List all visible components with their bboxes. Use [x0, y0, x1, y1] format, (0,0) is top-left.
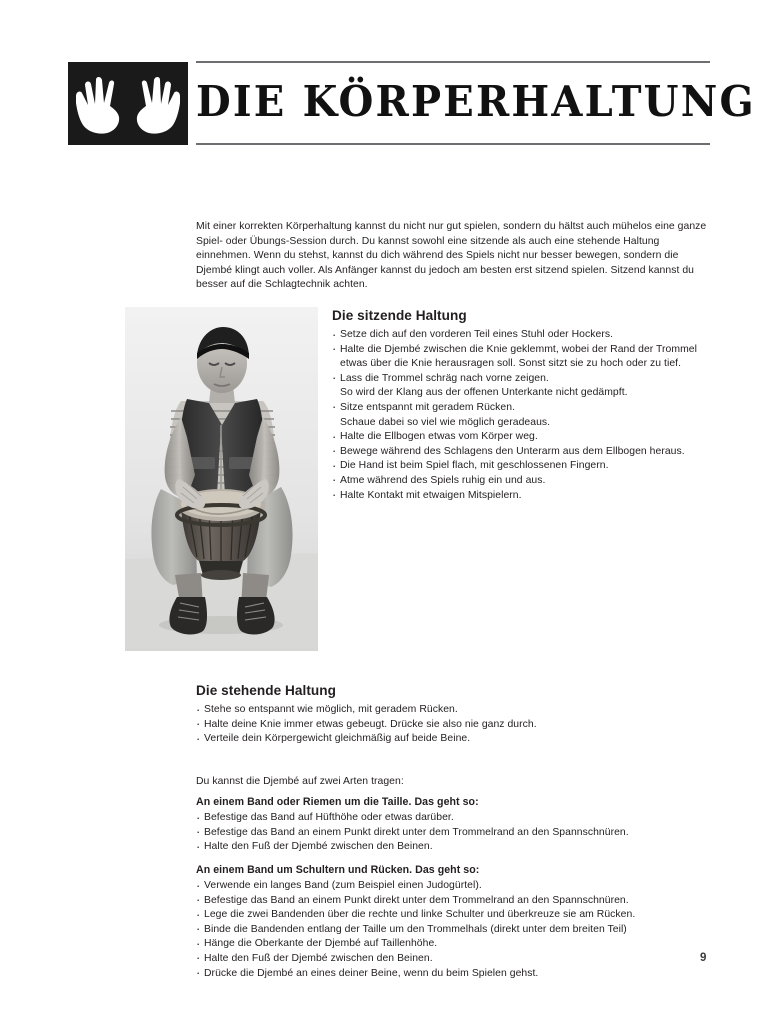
page-header — [0, 0, 769, 170]
list-item — [196, 952, 696, 967]
shoulder-strap-list — [196, 879, 696, 981]
list-item — [196, 923, 696, 938]
list-item — [196, 840, 686, 855]
list-item — [196, 879, 696, 894]
list-item-text: Befestige das Band auf Hüfthöhe oder etwas darüber. — [204, 812, 454, 823]
intro-paragraph — [196, 220, 712, 293]
list-item — [196, 894, 696, 909]
waist-strap-list — [196, 811, 686, 855]
list-item — [332, 401, 714, 430]
list-item — [196, 826, 686, 841]
list-item-text: Halte den Fuß der Djembé zwischen den Beinen. — [204, 952, 433, 964]
list-item-text: Setze dich auf den vorderen Teil eines Stuhl oder Hockers. — [340, 329, 614, 340]
carry-intro-text: Du kannst die Djembé auf zwei Arten tragen: — [196, 776, 404, 787]
standing-section-heading: Die stehende Haltung — [196, 683, 336, 698]
list-item-text: Verwende ein langes Band (zum Beispiel einen Judogürtel). — [204, 880, 482, 891]
list-item-text: Sitze entspannt mit geradem Rücken. — [340, 401, 516, 413]
list-item — [332, 489, 714, 504]
list-item — [196, 937, 696, 952]
shoulder-strap-heading: An einem Band um Schultern und Rücken. Das geht so: — [196, 864, 480, 876]
list-item — [196, 967, 696, 982]
seated-posture-list — [332, 328, 714, 503]
standing-posture-list — [196, 703, 666, 747]
seated-bullet-list — [332, 328, 714, 503]
list-item-continuation: Schaue dabei so viel wie möglich geradeaus. — [340, 416, 551, 428]
list-item-text: Atme während des Spiels ruhig ein und aus. — [340, 474, 546, 486]
carry-intro-paragraph — [196, 775, 666, 790]
list-item — [196, 703, 666, 718]
list-item-text: Halte die Djembé zwischen die Knie geklemmt, wobei der Rand der Trommel etwas über die Knie herausragen soll. Sonst sitzt sie zu hoch oder zu tief. — [340, 343, 697, 370]
list-item — [332, 372, 714, 401]
page-number: 9 — [700, 952, 707, 964]
header-rule-bottom — [196, 143, 710, 145]
list-item-text: Lass die Trommel schräg nach vorne zeigen. — [340, 372, 549, 384]
two-hands-icon — [68, 62, 188, 145]
list-item — [332, 459, 714, 474]
list-item-text: Verteile dein Körpergewicht gleichmäßig auf beide Beine. — [204, 733, 471, 745]
list-item — [196, 908, 696, 923]
waist-bullet-list — [196, 811, 686, 855]
list-item-text: Die Hand ist beim Spiel flach, mit geschlossenen Fingern. — [340, 460, 609, 472]
list-item-text: Halte deine Knie immer etwas gebeugt. Drücke sie also nie ganz durch. — [204, 718, 537, 730]
list-item — [332, 474, 714, 489]
standing-bullet-list — [196, 703, 666, 747]
list-item-text: Befestige das Band an einem Punkt direkt unter dem Trommelrand an den Spannschnüren. — [204, 894, 629, 906]
list-item — [196, 811, 686, 826]
list-item — [332, 445, 714, 460]
list-item-text: Drücke die Djembé an eines deiner Beine, wenn du beim Spielen gehst. — [204, 967, 539, 979]
list-item-continuation: So wird der Klang aus der offenen Unterkante nicht gedämpft. — [340, 387, 628, 399]
list-item-text: Halte Kontakt mit etwaigen Mitspielern. — [340, 489, 522, 501]
list-item — [196, 718, 666, 733]
page-title: DIE KÖRPERHALTUNG — [196, 76, 756, 127]
seated-posture-photo — [125, 307, 318, 651]
list-item — [332, 328, 714, 343]
list-item — [196, 732, 666, 747]
list-item-text: Lege die zwei Bandenden über die rechte und linke Schulter und überkreuze sie am Rücken. — [204, 909, 636, 921]
waist-strap-heading: An einem Band oder Riemen um die Taille. Das geht so: — [196, 796, 479, 808]
list-item-text: Halte die Ellbogen etwas vom Körper weg. — [340, 431, 538, 443]
list-item-text: Bewege während des Schlagens den Unterarm aus dem Ellbogen heraus. — [340, 445, 685, 457]
list-item — [332, 430, 714, 445]
list-item-text: Hänge die Oberkante der Djembé auf Taillenhöhe. — [204, 938, 438, 950]
list-item-text: Stehe so entspannt wie möglich, mit geradem Rücken. — [204, 704, 458, 715]
list-item-text: Befestige das Band an einem Punkt direkt unter dem Trommelrand an den Spannschnüren. — [204, 826, 629, 838]
list-item-text: Halte den Fuß der Djembé zwischen den Beinen. — [204, 841, 433, 853]
intro-text: Mit einer korrekten Körperhaltung kannst du nicht nur gut spielen, sondern du hältst auch mühelos eine ganze Spiel- oder Übungs-Session durch. Du kannst sowohl eine sitzende als auch eine stehende Haltung einnehmen. Wenn du stehst, kannst du dich während des Spiels nicht nur besser bewegen, sondern die Djembé klingt auch voller. Als Anfänger kannst du jedoch am besten erst sitzend spielen. Sitzend kannst du besser auf die Schlagtechnik achten. — [196, 221, 707, 291]
seated-section-heading: Die sitzende Haltung — [332, 308, 467, 323]
list-item-text: Binde die Bandenden entlang der Taille um den Trommelhals (direkt unter dem breiten Teil) — [204, 923, 627, 935]
shoulder-bullet-list — [196, 879, 696, 981]
list-item — [332, 343, 714, 372]
